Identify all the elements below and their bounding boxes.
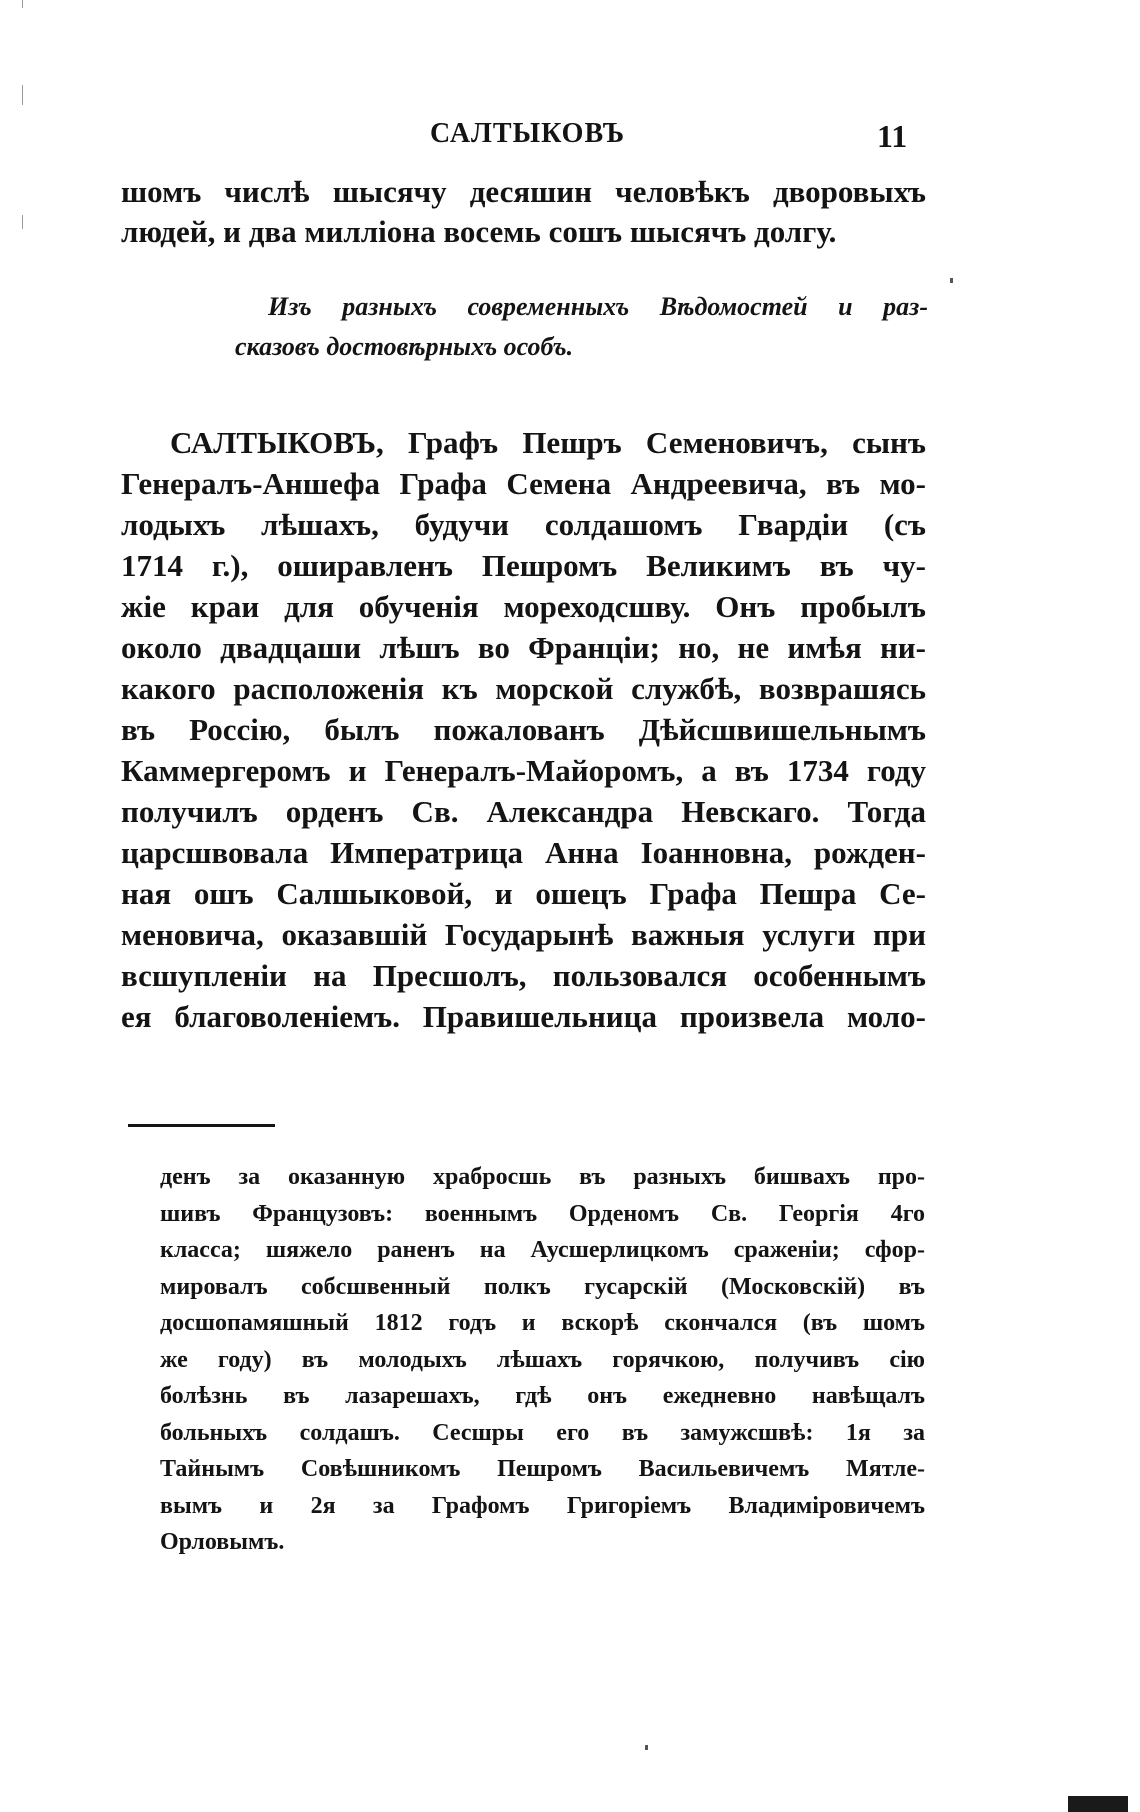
scan-edge-mark bbox=[22, 85, 23, 105]
scan-edge-shadow bbox=[1068, 1796, 1128, 1812]
text-line: Каммергеромъ и Генералъ-Майоромъ, а въ 1734 году bbox=[121, 753, 926, 788]
text-line: меновича, оказавшій Государынѣ важныя услуги при bbox=[121, 917, 926, 952]
text-line: Изъ разныхъ современныхъ Вѣдомостей и раз- bbox=[268, 292, 928, 321]
text-line: досшопамяшный 1812 годъ и вскорѣ скончался (въ шомъ bbox=[160, 1310, 925, 1336]
text-line: какого расположенія къ морской службѣ, возврашясь bbox=[121, 671, 926, 706]
text-line: Генералъ-Аншефа Графа Семена Андреевича, въ мо- bbox=[121, 466, 926, 501]
scan-speck bbox=[645, 1745, 648, 1750]
text-line: всшупленіи на Пресшолъ, пользовался особеннымъ bbox=[121, 958, 926, 993]
intro-paragraph bbox=[121, 172, 926, 252]
source-note bbox=[235, 287, 928, 367]
text-line: лодыхъ лѣшахъ, будучи солдашомъ Гвардіи (съ bbox=[121, 507, 926, 542]
text-line: около двадцаши лѣшъ во Франціи; но, не имѣя ни- bbox=[121, 630, 926, 665]
footnote-separator bbox=[128, 1124, 275, 1127]
text-line: шивъ Французовъ: военнымъ Орденомъ Св. Георгія 4го bbox=[160, 1200, 925, 1227]
text-line: ная ошъ Салшыковой, и ошецъ Графа Пешра Се- bbox=[121, 876, 926, 911]
article-paragraph bbox=[121, 422, 926, 1037]
text-line: получилъ орденъ Св. Александра Невскаго. Тогда bbox=[121, 794, 926, 829]
text-line: же году) въ молодыхъ лѣшахъ горячкою, получивъ сію bbox=[160, 1346, 925, 1373]
text-line: людей, и два милліона восемь сошъ шысячъ долгу. bbox=[121, 214, 837, 249]
text-line: царсшвовала Императрица Анна Іоанновна, рожден- bbox=[121, 835, 926, 870]
text-line: ея благоволеніемъ. Правишельница произвела моло- bbox=[121, 999, 926, 1034]
text-line: мировалъ собсшвенный полкъ гусарскій (Московскій) въ bbox=[160, 1273, 925, 1300]
text-line: шомъ числѣ шысячу десяшин человѣкъ дворовыхъ bbox=[121, 174, 926, 209]
text-line: 1714 г.), оширавленъ Пешромъ Великимъ въ чу- bbox=[121, 548, 926, 583]
text-line: въ Россію, былъ пожалованъ Дѣйсшвишельнымъ bbox=[121, 712, 926, 747]
text-line: Орловымъ. bbox=[160, 1529, 285, 1555]
text-line: денъ за оказанную храбросшь въ разныхъ бишвахъ про- bbox=[160, 1164, 925, 1190]
text-line: жіе краи для обученія мореходсшву. Онъ пробылъ bbox=[121, 589, 926, 624]
text-line: класса; шяжело раненъ на Аусшерлицкомъ сраженіи; сфор- bbox=[160, 1237, 925, 1263]
scan-edge-mark bbox=[22, 0, 23, 8]
page-number: 11 bbox=[877, 118, 908, 154]
text-line: вымъ и 2я за Графомъ Григоріемъ Владиміровичемъ bbox=[160, 1492, 925, 1519]
text-line: Тайнымъ Совѣшникомъ Пешромъ Васильевичемъ Мятле- bbox=[160, 1456, 925, 1482]
text-line: САЛТЫКОВЪ, Графъ Пешръ Семеновичъ, сынъ bbox=[170, 425, 926, 460]
text-line: сказовъ достовѣрныхъ особъ. bbox=[235, 332, 574, 361]
text-line: больныхъ солдашъ. Сесшры его въ замужсшвѣ: 1я за bbox=[160, 1419, 925, 1446]
footnote bbox=[160, 1159, 925, 1561]
scan-edge-mark bbox=[22, 215, 23, 229]
scan-speck bbox=[950, 278, 953, 283]
running-title: САЛТЫКОВЪ bbox=[430, 118, 626, 149]
text-line: болѣзнь въ лазарешахъ, гдѣ онъ ежедневно навѣщалъ bbox=[160, 1383, 925, 1409]
